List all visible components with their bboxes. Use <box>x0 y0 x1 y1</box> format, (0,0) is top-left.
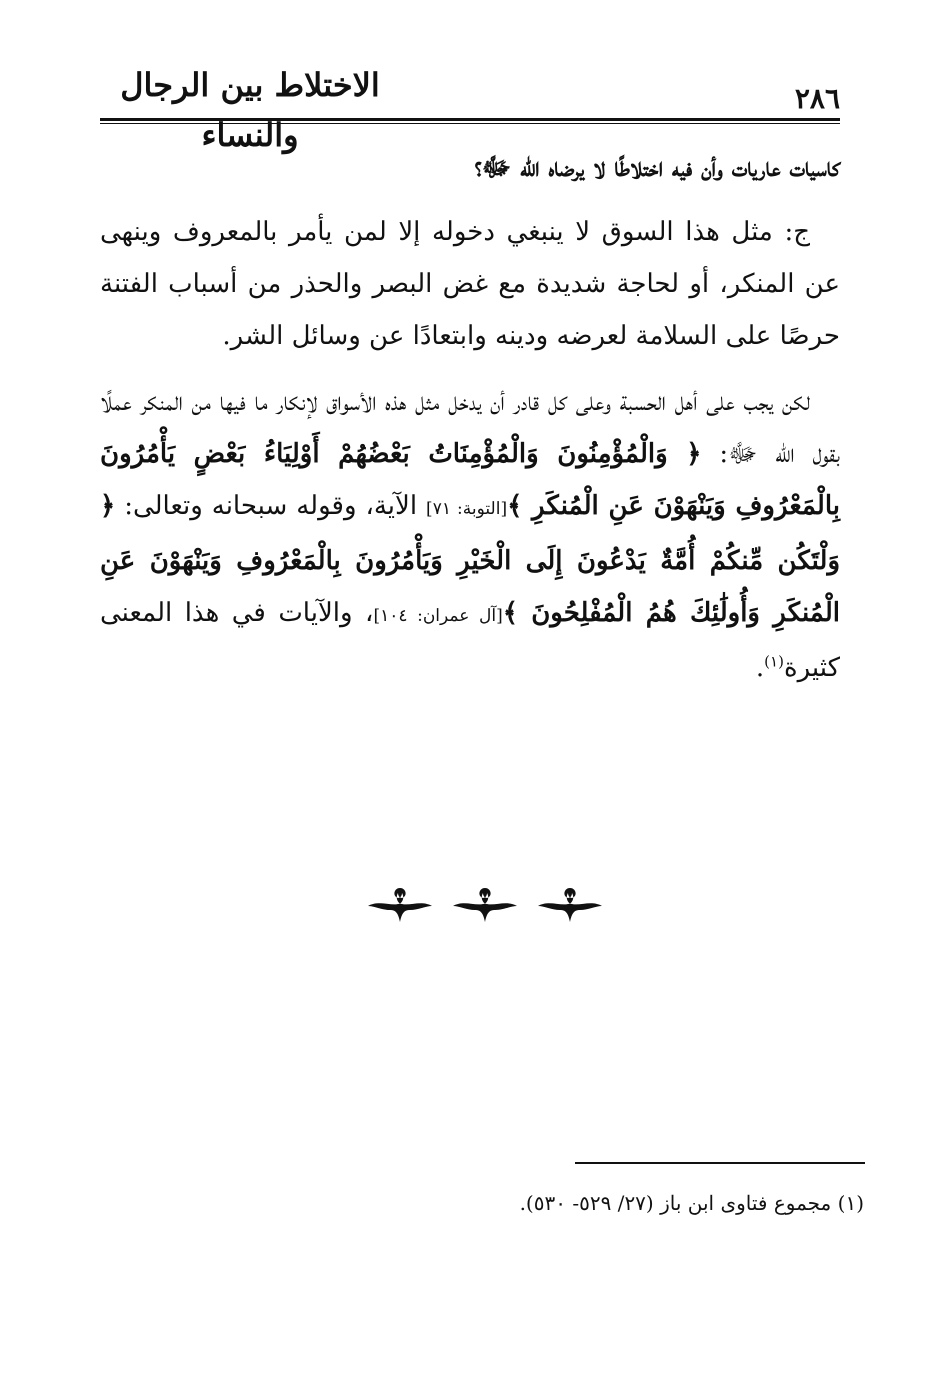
verse-reference-2: [آل عمران: ١٠٤] <box>373 606 503 626</box>
footnote-separator <box>575 1162 865 1164</box>
quran-verse-1: ﴿ وَالْمُؤْمِنُونَ وَالْمُؤْمِنَاتُ بَعْضُهُمْ أَوْلِيَاءُ بَعْضٍ يَأْمُرُونَ بِالْمَعْرُوفِ وَيَنْهَوْنَ عَنِ الْمُنكَرِ ﴾ <box>100 439 840 521</box>
ornament-motif <box>538 888 602 922</box>
main-content <box>100 140 840 708</box>
paragraph-text: ، والآيات في هذا المعنى كثيرة <box>100 598 840 683</box>
verse-reference-1: [التوبة: ٧١] <box>426 499 508 519</box>
answer-paragraph: ج: مثل هذا السوق لا ينبغي دخوله إلا لمن يأمر بالمعروف وينهى عن المنكر، أو لحاجة شديدة مع غض البصر والحذر من أسباب الفتنة حرصًا على السلامة لعرضه ودينه وابتعادًا عن وسائل الشر. <box>100 217 840 351</box>
paragraph-text: لكن يجب على أهل الحسبة وعلى كل قادر أن يدخل مثل هذه الأسواق لإنكار ما فيها من المنكر عملًا بقول الله ﷻ: <box>100 387 840 469</box>
footnote: (١) مجموع فتاوى ابن باز (٢٧/ ٥٢٩- ٥٣٠). <box>519 1191 864 1215</box>
ornament-motif <box>453 888 517 922</box>
footnote-marker: (١) <box>764 652 784 671</box>
paragraph-end: . <box>755 653 765 683</box>
header-rule <box>100 118 840 121</box>
ornament-divider <box>360 880 610 930</box>
second-paragraph <box>100 376 840 694</box>
question-text: كاسيات عاريات وأن فيه اختلاطًا لا يرضاه الله ﷻ؟ <box>474 153 840 183</box>
paragraph-text: الآية، وقوله سبحانه وتعالى: <box>115 491 427 521</box>
header-rule-thin <box>100 123 840 124</box>
running-header <box>100 60 840 154</box>
ornament-motif <box>368 888 432 922</box>
page-number: ٢٨٦ <box>794 82 840 115</box>
quran-verse-2: ﴿ وَلْتَكُن مِّنكُمْ أُمَّةٌ يَدْعُونَ إِلَى الْخَيْرِ وَيَأْمُرُونَ بِالْمَعْرُوفِ وَيَنْهَوْنَ عَنِ الْمُنكَرِ وَأُولَٰئِكَ هُمُ الْمُفْلِحُونَ ﴾ <box>100 491 840 628</box>
header-title: الاختلاط بين الرجال والنساء <box>120 66 380 154</box>
